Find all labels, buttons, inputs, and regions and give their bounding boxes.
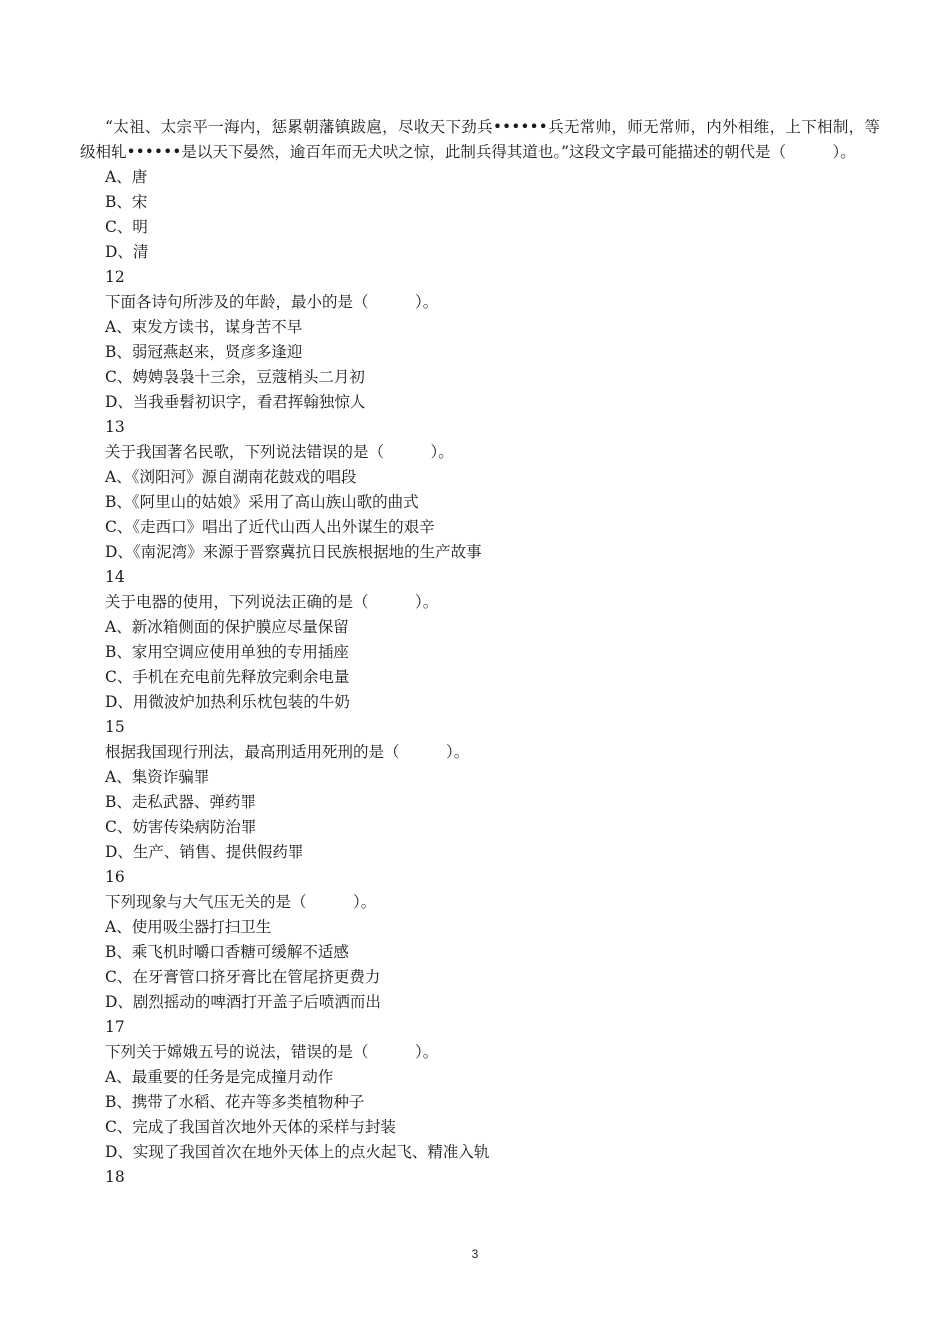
option-c: C、《走西口》唱出了近代山西人出外谋生的艰辛 — [105, 518, 435, 536]
option-d: D、实现了我国首次在地外天体上的点火起飞、精准入轨 — [105, 1143, 490, 1161]
question-number: 13 — [105, 418, 125, 436]
option-a: A、新冰箱侧面的保护膜应尽量保留 — [105, 618, 349, 636]
question-stem-intro: “太祖、太宗平一海内，惩累朝藩镇跋扈，尽收天下劲兵••••••兵无常帅，师无常师，内外相维，上下相制，等级相轧••••••是以天下晏然，逾百年而无犬吠之惊，此制兵得其道也。”这段文字最可能描述的朝代是（ ）。 — [80, 118, 880, 161]
option-d: D、剧烈摇动的啤酒打开盖子后喷洒而出 — [105, 993, 381, 1011]
option-a: A、束发方读书，谋身苦不早 — [105, 318, 303, 336]
question-number: 17 — [105, 1018, 125, 1036]
question-stem: 下列关于嫦娥五号的说法，错误的是（ ）。 — [105, 1043, 439, 1061]
option-a: A、最重要的任务是完成撞月动作 — [105, 1068, 334, 1086]
option-d: D、《南泥湾》来源于晋察冀抗日民族根据地的生产故事 — [105, 543, 482, 561]
question-stem: 关于电器的使用，下列说法正确的是（ ）。 — [105, 593, 439, 611]
option-c: C、完成了我国首次地外天体的采样与封装 — [105, 1118, 396, 1136]
option-d: D、清 — [105, 243, 149, 261]
question-number: 14 — [105, 568, 125, 586]
question-stem: 下面各诗句所涉及的年龄，最小的是（ ）。 — [105, 293, 439, 311]
option-d: D、用微波炉加热利乐枕包装的牛奶 — [105, 693, 350, 711]
option-d: D、当我垂髫初识字，看君挥翰独惊人 — [105, 393, 366, 411]
option-b: B、宋 — [105, 193, 148, 211]
question-list — [80, 115, 880, 1190]
question-stem: 根据我国现行刑法，最高刑适用死刑的是（ ）。 — [105, 743, 470, 761]
option-a: A、使用吸尘器打扫卫生 — [105, 918, 272, 936]
option-b: B、弱冠燕赵来，贤彦多逢迎 — [105, 343, 303, 361]
question-stem: 下列现象与大气压无关的是（ ）。 — [105, 893, 377, 911]
page-number: 3 — [471, 1247, 479, 1261]
question-number: 16 — [105, 868, 125, 886]
option-b: B、乘飞机时嚼口香糖可缓解不适感 — [105, 943, 349, 961]
option-a: A、《浏阳河》源自湖南花鼓戏的唱段 — [105, 468, 357, 486]
option-b: B、走私武器、弹药罪 — [105, 793, 256, 811]
question-stem: 关于我国著名民歌，下列说法错误的是（ ）。 — [105, 443, 454, 461]
option-d: D、生产、销售、提供假药罪 — [105, 843, 304, 861]
question-number: 15 — [105, 718, 125, 736]
option-c: C、在牙膏管口挤牙膏比在管尾挤更费力 — [105, 968, 381, 986]
option-c: C、娉娉袅袅十三余，豆蔻梢头二月初 — [105, 368, 365, 386]
option-a: A、唐 — [105, 168, 148, 186]
option-c: C、手机在充电前先释放完剩余电量 — [105, 668, 350, 686]
option-c: C、妨害传染病防治罪 — [105, 818, 257, 836]
question-number: 18 — [105, 1168, 125, 1186]
option-a: A、集资诈骗罪 — [105, 768, 210, 786]
question-number: 12 — [105, 268, 125, 286]
option-b: B、《阿里山的姑娘》采用了高山族山歌的曲式 — [105, 493, 419, 511]
option-c: C、明 — [105, 218, 148, 236]
option-b: B、携带了水稻、花卉等多类植物种子 — [105, 1093, 365, 1111]
option-b: B、家用空调应使用单独的专用插座 — [105, 643, 349, 661]
